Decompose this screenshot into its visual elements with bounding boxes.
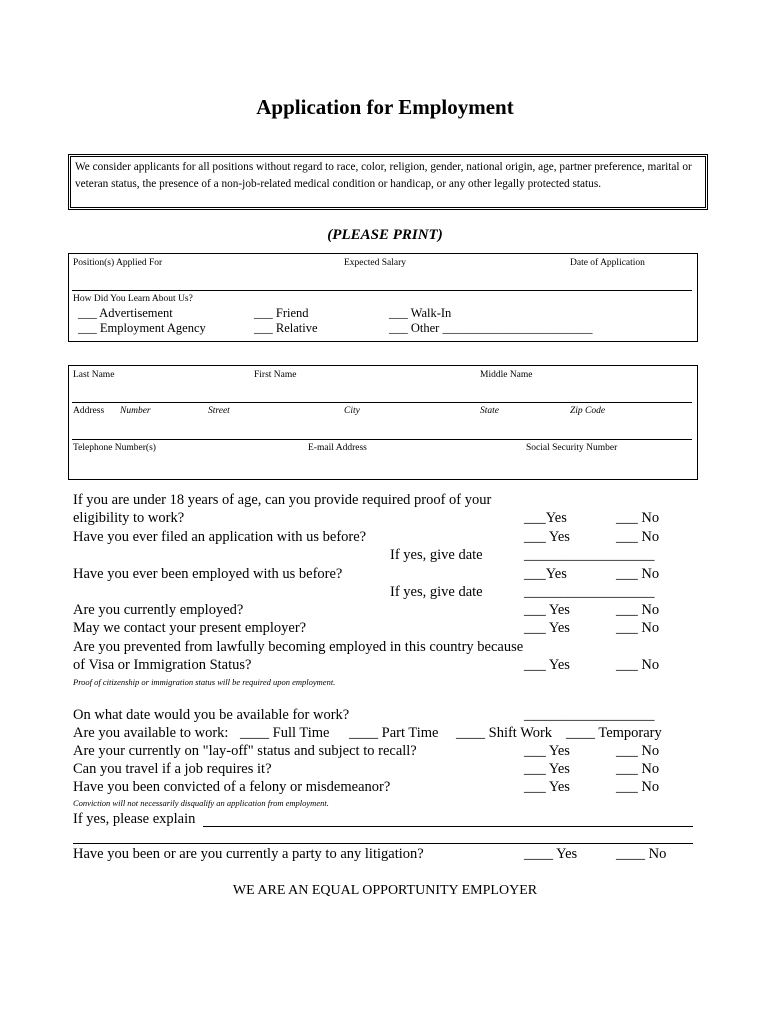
number-label: Number xyxy=(120,406,151,416)
please-print-label: (PLEASE PRINT) xyxy=(327,227,443,243)
question-available-date: On what date would you be available for work? xyxy=(73,707,350,723)
availability-part-time[interactable]: ____ Part Time xyxy=(349,725,439,741)
employed-before-no[interactable]: ___ No xyxy=(616,566,660,582)
how-learn-label: How Did You Learn About Us? xyxy=(73,294,193,304)
visa-status-yes[interactable]: ___ Yes xyxy=(524,657,570,673)
address-label: Address xyxy=(73,406,105,416)
question-under-18-cont: eligibility to work? xyxy=(73,510,185,526)
convicted-yes[interactable]: ___ Yes xyxy=(524,779,570,795)
travel-yes[interactable]: ___ Yes xyxy=(524,761,570,777)
filed-before-yes[interactable]: ___ Yes xyxy=(524,529,570,545)
litigation-yes[interactable]: ____ Yes xyxy=(524,846,578,862)
position-applied-label: Position(s) Applied For xyxy=(73,258,163,268)
question-travel: Can you travel if a job requires it? xyxy=(73,761,272,777)
middle-name-label: Middle Name xyxy=(480,370,533,380)
under-18-no[interactable]: ___ No xyxy=(616,510,660,526)
option-friend[interactable]: ___ Friend xyxy=(254,306,309,320)
layoff-no[interactable]: ___ No xyxy=(616,743,660,759)
available-date-field[interactable]: __________________ xyxy=(524,707,655,723)
option-advertisement[interactable]: ___ Advertisement xyxy=(78,306,173,320)
position-fill-line[interactable] xyxy=(72,290,692,291)
option-employment-agency[interactable]: ___ Employment Agency xyxy=(78,321,206,335)
page-title: Application for Employment xyxy=(256,95,514,119)
currently-employed-yes[interactable]: ___ Yes xyxy=(524,602,570,618)
filed-date-field[interactable]: __________________ xyxy=(524,547,655,563)
first-name-label: First Name xyxy=(254,370,297,380)
name-fill-line[interactable] xyxy=(72,402,692,403)
explain-label: If yes, please explain xyxy=(73,811,196,827)
question-employed-before: Have you ever been employed with us before? xyxy=(73,566,343,582)
address-fill-line[interactable] xyxy=(72,439,692,440)
employed-date-label: If yes, give date xyxy=(390,584,483,600)
visa-status-no[interactable]: ___ No xyxy=(616,657,660,673)
option-walk-in[interactable]: ___ Walk-In xyxy=(389,306,452,320)
last-name-label: Last Name xyxy=(73,370,115,380)
option-other[interactable]: ___ Other ________________________ xyxy=(389,321,593,335)
question-contact-employer: May we contact your present employer? xyxy=(73,620,307,636)
question-visa-status: Are you prevented from lawfully becoming employed in this country because xyxy=(73,639,524,655)
question-convicted: Have you been convicted of a felony or misdemeanor? xyxy=(73,779,391,795)
layoff-yes[interactable]: ___ Yes xyxy=(524,743,570,759)
explain-fill-line-2[interactable] xyxy=(73,843,693,844)
option-relative[interactable]: ___ Relative xyxy=(254,321,318,335)
expected-salary-label: Expected Salary xyxy=(344,258,406,268)
proof-of-citizenship-note: Proof of citizenship or immigration status will be required upon employment. xyxy=(73,677,336,687)
currently-employed-no[interactable]: ___ No xyxy=(616,602,660,618)
contact-employer-yes[interactable]: ___ Yes xyxy=(524,620,570,636)
convicted-no[interactable]: ___ No xyxy=(616,779,660,795)
contact-employer-no[interactable]: ___ No xyxy=(616,620,660,636)
availability-temporary[interactable]: ____ Temporary xyxy=(566,725,662,741)
equal-opportunity-footer: WE ARE AN EQUAL OPPORTUNITY EMPLOYER xyxy=(232,883,538,898)
travel-no[interactable]: ___ No xyxy=(616,761,660,777)
question-under-18: If you are under 18 years of age, can you provide required proof of your xyxy=(73,492,492,508)
availability-full-time[interactable]: ____ Full Time xyxy=(240,725,330,741)
question-layoff: Are your currently on "lay-off" status and subject to recall? xyxy=(73,743,417,759)
filed-before-no[interactable]: ___ No xyxy=(616,529,660,545)
zip-code-label: Zip Code xyxy=(570,406,606,416)
question-filed-before: Have you ever filed an application with us before? xyxy=(73,529,367,545)
litigation-no[interactable]: ____ No xyxy=(616,846,667,862)
ssn-label: Social Security Number xyxy=(526,443,618,453)
question-availability: Are you available to work: xyxy=(73,725,229,741)
question-litigation: Have you been or are you currently a party to any litigation? xyxy=(73,846,424,862)
date-of-application-label: Date of Application xyxy=(570,258,645,268)
availability-shift-work[interactable]: ____ Shift Work xyxy=(456,725,553,741)
employed-before-yes[interactable]: ___Yes xyxy=(524,566,567,582)
under-18-yes[interactable]: ___Yes xyxy=(524,510,567,526)
city-label: City xyxy=(344,406,360,416)
question-currently-employed: Are you currently employed? xyxy=(73,602,244,618)
employed-date-field[interactable]: __________________ xyxy=(524,584,655,600)
question-visa-status-cont: of Visa or Immigration Status? xyxy=(73,657,252,673)
state-label: State xyxy=(480,406,499,416)
email-label: E-mail Address xyxy=(308,443,367,453)
street-label: Street xyxy=(208,406,230,416)
personal-info-section xyxy=(68,365,698,480)
telephone-label: Telephone Number(s) xyxy=(73,443,156,453)
conviction-note: Conviction will not necessarily disqualify an application from employment. xyxy=(73,798,329,808)
filed-date-label: If yes, give date xyxy=(390,547,483,563)
non-discrimination-notice: We consider applicants for all positions without regard to race, color, religion, gender, national origin, age, partner preference, marital or veteran status, the presence of a non-job-related medical condition or handicap, or any other legally protected status. xyxy=(68,154,708,210)
explain-fill-line-1[interactable] xyxy=(203,826,693,827)
